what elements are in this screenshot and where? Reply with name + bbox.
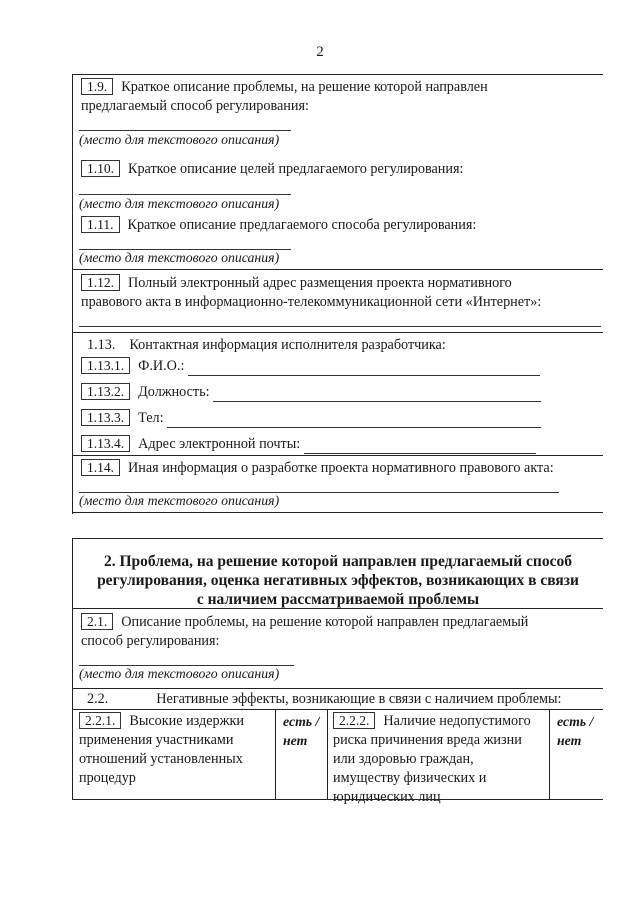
- no-option: нет: [557, 733, 582, 748]
- yes-option: есть /: [557, 714, 594, 729]
- table-divider: [73, 332, 603, 333]
- item-line: применения участниками: [79, 732, 234, 748]
- item-number: 2.1.: [81, 613, 113, 630]
- item-label: Тел:: [138, 410, 164, 426]
- item-1-13: [77, 336, 446, 355]
- item-1-9: [81, 78, 488, 97]
- table-divider: [73, 688, 603, 689]
- item-number: 1.13.: [87, 337, 116, 353]
- table-border: [73, 512, 603, 513]
- item-line: процедур: [79, 770, 136, 786]
- item-1-12: [81, 274, 512, 293]
- title-line: регулирования, оценка негативных эффектов, возникающих в связи: [97, 572, 579, 589]
- text-placeholder: (место для текстового описания): [79, 250, 280, 265]
- yes-option: есть /: [283, 714, 320, 729]
- section-2-table: [72, 538, 603, 805]
- item-1-11: [81, 216, 476, 235]
- item-line: Высокие издержки: [129, 713, 244, 729]
- item-label: Краткое описание проблемы, на решение которой направлен: [121, 79, 488, 95]
- section-2-title: [73, 552, 603, 609]
- item-line: имуществу физических и: [333, 770, 487, 786]
- phone-blank: [167, 413, 541, 428]
- table-divider: [73, 455, 603, 456]
- item-line: Наличие недопустимого: [383, 713, 531, 729]
- item-1-14: [81, 459, 554, 478]
- item-label: Краткое описание целей предлагаемого регулирования:: [128, 161, 464, 177]
- yes-no-2-2-1: [283, 712, 319, 750]
- section-1-table: [72, 74, 603, 514]
- item-2-1: [81, 613, 528, 632]
- item-label: Полный электронный адрес размещения проекта нормативного: [128, 275, 512, 291]
- item-1-13-2: [81, 383, 541, 402]
- item-1-10: [81, 160, 463, 179]
- item-label: Адрес электронной почты:: [138, 436, 301, 452]
- item-1-13-3: [81, 409, 541, 428]
- page-number: 2: [316, 44, 324, 60]
- item-label: Контактная информация исполнителя разработчика:: [129, 337, 446, 353]
- text-underline: [79, 194, 291, 195]
- item-number: 1.13.3.: [81, 409, 130, 426]
- table-column-divider: [549, 709, 550, 800]
- item-1-9-continued: предлагаемый способ регулирования:: [81, 98, 309, 114]
- item-line: риска причинения вреда жизни: [333, 732, 522, 748]
- item-number: 2.2.: [87, 691, 109, 707]
- item-2-1-continued: способ регулирования:: [81, 633, 220, 649]
- table-column-divider: [327, 709, 328, 800]
- item-label: Ф.И.О.:: [138, 358, 185, 374]
- item-number: 1.13.4.: [81, 435, 130, 452]
- item-label: Должность:: [138, 384, 210, 400]
- item-number: 1.13.1.: [81, 357, 130, 374]
- item-label: Описание проблемы, на решение которой направлен предлагаемый: [121, 614, 529, 630]
- item-2-2-1: [79, 712, 244, 788]
- item-number: 1.9.: [81, 78, 113, 95]
- item-number: 1.12.: [81, 274, 120, 291]
- item-line: юридических лиц: [333, 789, 441, 805]
- item-label: Краткое описание предлагаемого способа регулирования:: [127, 217, 477, 233]
- table-border: [73, 74, 603, 75]
- table-divider: [73, 709, 603, 710]
- table-border: [73, 538, 603, 539]
- item-line: отношений установленных: [79, 751, 243, 767]
- text-placeholder: (место для текстового описания): [79, 132, 280, 147]
- item-1-13-1: [81, 357, 540, 376]
- yes-no-2-2-2: [557, 712, 593, 750]
- text-placeholder: (место для текстового описания): [79, 666, 280, 681]
- fio-blank: [188, 361, 540, 376]
- email-blank: [304, 439, 536, 454]
- item-label: Негативные эффекты, возникающие в связи с наличием проблемы:: [156, 691, 562, 707]
- item-label: Иная информация о разработке проекта нормативного правового акта:: [128, 460, 554, 476]
- table-column-divider: [275, 709, 276, 800]
- table-divider: [73, 608, 603, 609]
- text-underline: [79, 130, 291, 131]
- no-option: нет: [283, 733, 308, 748]
- position-blank: [213, 387, 541, 402]
- item-number: 2.2.2.: [333, 712, 375, 729]
- item-number: 1.11.: [81, 216, 120, 233]
- item-number: 1.10.: [81, 160, 120, 177]
- item-number: 2.2.1.: [79, 712, 121, 729]
- item-1-13-4: [81, 435, 536, 454]
- table-divider: [73, 269, 603, 270]
- item-1-12-continued: правового акта в информационно-телекоммуникационной сети «Интернет»:: [81, 294, 542, 310]
- table-border: [73, 799, 603, 800]
- item-2-2-2: [333, 712, 531, 807]
- text-underline: [79, 326, 601, 327]
- text-placeholder: (место для текстового описания): [79, 493, 280, 508]
- title-line: с наличием рассматриваемой проблемы: [196, 591, 480, 608]
- item-2-2: [77, 690, 561, 709]
- text-placeholder: (место для текстового описания): [79, 196, 280, 211]
- item-number: 1.14.: [81, 459, 120, 476]
- item-number: 1.13.2.: [81, 383, 130, 400]
- item-line: или здоровью граждан,: [333, 751, 474, 767]
- title-line: 2. Проблема, на решение которой направлен предлагаемый способ: [104, 553, 572, 570]
